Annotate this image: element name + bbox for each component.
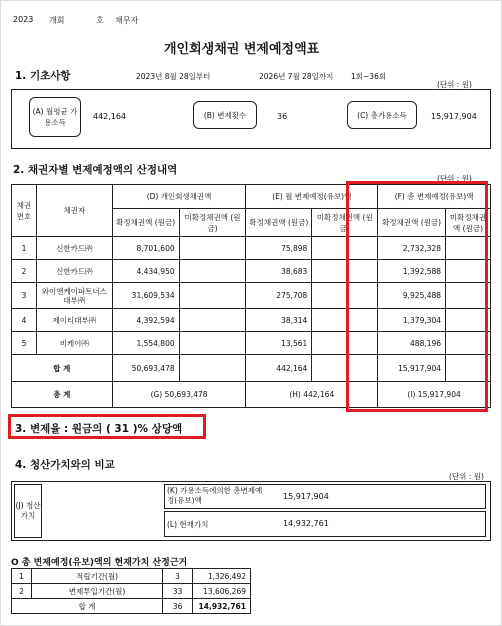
- row-creditor: 신한카드㈜: [36, 237, 112, 260]
- highlight-repayment-rate: [8, 414, 206, 439]
- col-e-header: (E) 월 변제예정(유보)액: [246, 185, 378, 209]
- row-f: 9,925,488: [378, 283, 446, 309]
- row-d: 8,701,600: [112, 237, 179, 260]
- row-no: 2: [12, 584, 32, 599]
- k-label: (K) 가용소득에의한 총변제예정(유보)액: [167, 486, 263, 505]
- present-value-table: [11, 568, 251, 614]
- col-f-header: (F) 총 변제예정(유보)액: [378, 185, 491, 209]
- count-label: (B) 변제횟수: [193, 101, 257, 129]
- subtotal-d: 50,693,478: [112, 355, 179, 382]
- sub-d-unconfirmed: 미확정채권액 (원금): [179, 209, 246, 237]
- income-label: (A) 월평균 가용소득: [29, 97, 81, 137]
- sub-f-unconfirmed: 미확정채권액 (원금): [446, 209, 491, 237]
- section5-total-months: 36: [163, 599, 193, 614]
- sub-e-confirmed: 확정채권액 (원금): [246, 209, 312, 237]
- row-e: 13,561: [246, 332, 312, 355]
- row-e: 38,314: [246, 309, 312, 332]
- row-label: 변제투입기간(월): [31, 584, 162, 599]
- row-creditor: 제이티대부㈜: [36, 309, 112, 332]
- total-g: (G) 50,693,478: [112, 382, 246, 408]
- section1-unit: (단위 : 원): [437, 80, 472, 89]
- row-f: 488,196: [378, 332, 446, 355]
- j-label: (J) 청산 가치: [14, 484, 42, 538]
- row-creditor: 신한카드㈜: [36, 260, 112, 283]
- row-months: 33: [163, 584, 193, 599]
- case-year: 2023: [13, 15, 34, 24]
- period-count: 1회~36회: [351, 72, 387, 81]
- subtotal-f: 15,917,904: [378, 355, 446, 382]
- subtotal-e: 442,164: [246, 355, 312, 382]
- subtotal-label: 합 계: [12, 355, 113, 382]
- row-f: 1,392,588: [378, 260, 446, 283]
- section5-total-label: 합 계: [12, 599, 163, 614]
- section5-total-value: 14,932,761: [193, 599, 251, 614]
- row-no: 4: [12, 309, 37, 332]
- col-d-header: (D) 개인회생채권액: [112, 185, 246, 209]
- total-income-label: (C) 총가용소득: [347, 101, 417, 129]
- section2-heading: 2. 채권자별 변제예정액의 산정내역: [13, 164, 178, 176]
- section4-unit: (단위 : 원): [449, 472, 484, 481]
- row-months: 3: [163, 569, 193, 584]
- row-creditor: 비케이㈜: [36, 332, 112, 355]
- row-no: 5: [12, 332, 37, 355]
- row-no: 2: [12, 260, 37, 283]
- total-label: 총 계: [12, 382, 113, 408]
- section4-heading: 4. 청산가치와의 비교: [15, 459, 115, 471]
- period-start: 2023년 8월 28일부터: [136, 72, 211, 81]
- row-e: 75,898: [246, 237, 312, 260]
- period-end: 2026년 7월 28일까지: [259, 72, 334, 81]
- row-d: 4,434,950: [112, 260, 179, 283]
- sub-f-confirmed: 확정채권액 (원금): [378, 209, 446, 237]
- case-open-label: 개회: [49, 16, 65, 25]
- row-d: 1,554,800: [112, 332, 179, 355]
- total-row: [12, 599, 251, 614]
- section1-heading: 1. 기초사항: [15, 70, 71, 82]
- row-d: 31,609,534: [112, 283, 179, 309]
- col-creditor-no: 채권 번호: [12, 185, 37, 237]
- table-row: [12, 584, 251, 599]
- row-value: 13,606,269: [193, 584, 251, 599]
- total-h: (H) 442,164: [246, 382, 378, 408]
- k-value: 15,917,904: [283, 492, 329, 501]
- row-e: 38,683: [246, 260, 312, 283]
- section5-heading: O 총 변제예정(유보)액의 현재가치 산정근거: [11, 558, 188, 568]
- row-no: 1: [12, 237, 37, 260]
- highlight-f-column: [346, 181, 488, 412]
- row-e: 275,708: [246, 283, 312, 309]
- repayment-rate: 3. 변제율 : 원금의 ( 31 )% 상당액: [15, 423, 183, 435]
- income-value: 442,164: [93, 112, 127, 121]
- total-i: (I) 15,917,904: [378, 382, 491, 408]
- row-no: 1: [12, 569, 32, 584]
- section2-unit: (단위 : 원): [437, 174, 472, 183]
- sub-d-confirmed: 확정채권액 (원금): [112, 209, 179, 237]
- l-label: (L) 현재가치: [167, 520, 209, 529]
- row-f: 1,379,304: [378, 309, 446, 332]
- row-label: 적립기간(월): [31, 569, 162, 584]
- total-income-value: 15,917,904: [431, 112, 477, 121]
- l-value: 14,932,761: [283, 519, 329, 528]
- row-creditor: 와이앤케이파트너스대부㈜: [36, 283, 112, 309]
- debtor-label: 채무자: [115, 16, 139, 25]
- case-no-label: 호: [96, 16, 104, 25]
- count-value: 36: [277, 112, 288, 121]
- row-no: 3: [12, 283, 37, 309]
- row-d: 4,392,594: [112, 309, 179, 332]
- sub-e-unconfirmed: 미확정채권액 (원금): [312, 209, 378, 237]
- page-title: 개인회생채권 변제예정액표: [164, 42, 320, 57]
- table-row: [12, 569, 251, 584]
- row-value: 1,326,492: [193, 569, 251, 584]
- row-f: 2,732,328: [378, 237, 446, 260]
- col-creditor-name: 채권자: [36, 185, 112, 237]
